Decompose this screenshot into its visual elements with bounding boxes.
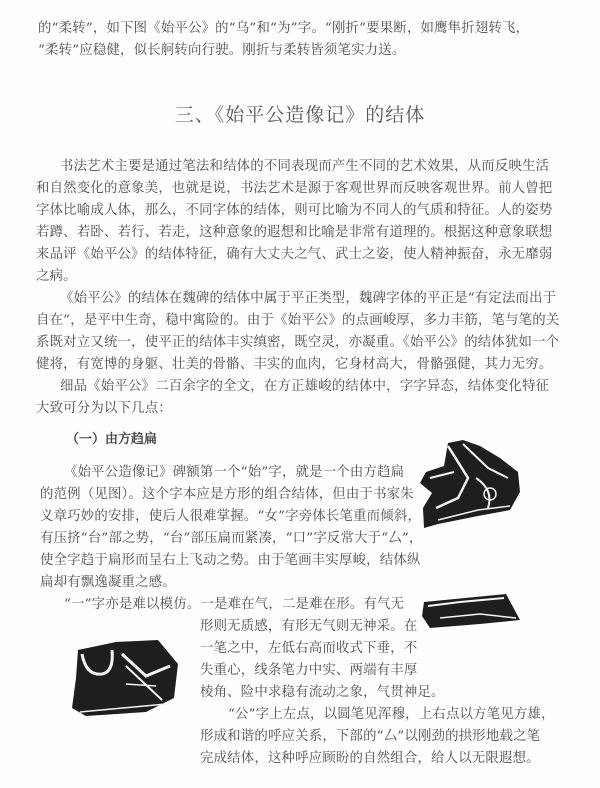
subsection-line: 义章巧妙的安排，使后人很难掌握。“女”字旁体长笔重而倾斜， xyxy=(40,509,422,524)
subsection-line: 棱角、险中求稳有流动之象，气贯神足。 xyxy=(200,685,445,700)
subsection-line: 形成和谐的呼应关系，下部的“厶”以刚劲的拱形地载之笔 xyxy=(200,729,541,744)
subsection-line: 有压挤“台”部之势，“台”部压扁而紧凑，“口”字反常大于“厶”， xyxy=(40,531,423,546)
subsection-line: 的范例（见图）。这个字本应是方形的组合结体，但由于书家朱 xyxy=(40,487,414,502)
subsection-line: 使全字趋于扁形而呈右上飞动之势。由于笔画丰实厚峻，结体纵 xyxy=(40,553,421,568)
subsection-line: 完成结体，这种呼应顾盼的自然组合，给人以无限遐想。 xyxy=(200,751,540,766)
subsection-line: 失重心，线条笔力中实、两端有丰厚 xyxy=(200,663,418,678)
intro-line: “柔转”应稳健，似长舸转向行驶。刚折与柔转皆须笔实力送。 xyxy=(38,43,406,58)
rubbing-yi-character xyxy=(420,592,528,632)
body-line: 大致可分为以下几点： xyxy=(36,401,172,416)
subsection-line: 扁却有飘逸凝重之感。 xyxy=(40,575,176,590)
subsection-line: 一笔之中，左低右高而收式下垂，不 xyxy=(200,641,418,656)
rubbing-shi-character xyxy=(418,438,528,533)
body-line: 来品评《始平公》的结体特征，确有大丈夫之气、武士之姿，使人精神振奋，永无靡弱 xyxy=(36,247,553,262)
body-line: 系既对立又统一，使平正的结体丰实缜密，既空灵，亦凝重。《始平公》的结体犹如一个 xyxy=(36,335,560,350)
body-line: 细品《始平公》二百余字的全文，在方正雄峻的结体中，字字异态，结体变化特征 xyxy=(60,379,550,394)
subsection-line: 形则无质感，有形无气则无神采。在 xyxy=(200,619,418,634)
intro-line: 的“柔转”，如下图《始平公》的“乌”和“为”字。“刚折”要果断，如鹰隼折翅转飞， xyxy=(38,21,530,36)
subsection-line: “一”字亦是难以模仿。一是难在气，二是难在形。有气无 xyxy=(64,597,405,612)
body-line: 若蹲、若卧、若行、若走，这种意象的遐想和比喻是非常有道理的。根据这种意象联想 xyxy=(36,225,553,240)
body-line: 之病。 xyxy=(36,269,77,284)
body-line: 和自然变化的意象美，也就是说，书法艺术是源于客观世界而反映客观世界。前人曾把 xyxy=(36,181,553,196)
body-line: 字体比喻成人体，那么，不同字体的结体，则可比喻为不同人的气质和特征。人的姿势 xyxy=(36,203,553,218)
subsection-line: “公”字上左点，以圆笔见浑穆，上右点以方笔见方雄， xyxy=(228,707,555,722)
subsection-line: 《始平公造像记》碑额第一个“始”字，就是一个由方趋扁 xyxy=(64,465,405,480)
rubbing-gong-character xyxy=(66,636,182,718)
subsection-title: （一）由方趋扁 xyxy=(66,432,158,447)
section-title: 三、《始平公造像记》的结体 xyxy=(174,104,426,126)
body-line: 《始平公》的结体在魏碑的结体中属于平正类型，魏碑字体的平正是“有定法而出于 xyxy=(60,291,557,306)
body-line: 健将，有宽博的身躯、壮美的骨骼、丰实的血肉，它身材高大，骨骼强健，其力无穷。 xyxy=(36,357,553,372)
body-line: 书法艺术主要是通过笔法和结体的不同表现而产生不同的艺术效果，从而反映生活 xyxy=(60,159,550,174)
body-line: 自在”，是平中生奇，稳中寓险的。由于《始平公》的点画峻厚，多力丰筋，笔与笔的关 xyxy=(36,313,560,328)
